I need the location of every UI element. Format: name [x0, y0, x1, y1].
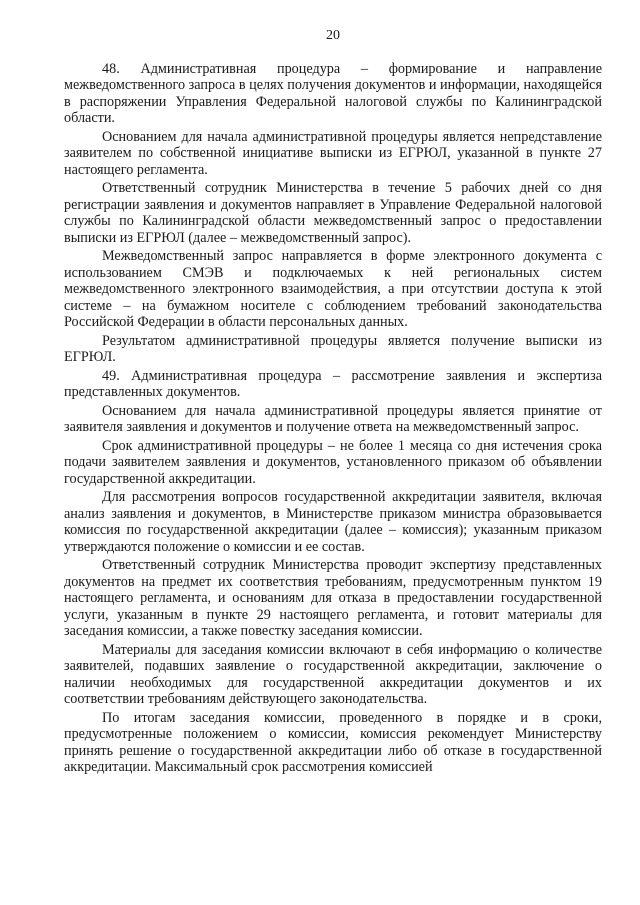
paragraph: Ответственный сотрудник Министерства в течение 5 рабочих дней со дня регистрации заявления и документов направляет в Управление Федеральной налоговой службы по Калининградской области межведомственный запрос о предоставлении выписки из ЕГРЮЛ (далее – межведомственный запрос).: [64, 180, 602, 246]
paragraph: Ответственный сотрудник Министерства проводит экспертизу представленных документов на предмет их соответствия требованиям, предусмотренным пунктом 19 настоящего регламента, и основаниям для отказа в предоставлении государственной услуги, указанным в пункте 29 настоящего регламента, и готовит материалы для заседания комиссии, а также повестку заседания комиссии.: [64, 557, 602, 639]
paragraph-48-title: 48. Административная процедура – формирование и направление межведомственного запроса в целях получения документов и информации, находящейся в распоряжении Управления Федеральной налоговой службы по Калининградской области.: [64, 60, 602, 126]
paragraph: Для рассмотрения вопросов государственной аккредитации заявителя, включая анализ заявления и документов, в Министерстве приказом министра образовывается комиссия по государственной аккредитации (далее – комиссия); указанным приказом утверждаются положение о комиссии и ее состав.: [64, 489, 602, 555]
paragraph: Материалы для заседания комиссии включают в себя информацию о количестве заявителей, подавших заявление о государственной аккредитации, заключение о наличии необходимых для государственной аккредитации документов и их соответствии требованиям действующего законодательства.: [64, 641, 602, 707]
paragraph: Межведомственный запрос направляется в форме электронного документа с использованием СМЭВ и подключаемых к ней региональных систем межведомственного электронного взаимодействия, а при отсутствии доступа к этой системе – на бумажном носителе с соблюдением требований законодательства Российской Федерации в области персональных данных.: [64, 248, 602, 330]
paragraph: Основанием для начала административной процедуры является непредставление заявителем по собственной инициативе выписки из ЕГРЮЛ, указанной в пункте 27 настоящего регламента.: [64, 128, 602, 178]
paragraph-49-title: 49. Административная процедура – рассмотрение заявления и экспертиза представленных документов.: [64, 367, 602, 400]
paragraph: Результатом административной процедуры является получение выписки из ЕГРЮЛ.: [64, 332, 602, 365]
paragraph: Срок административной процедуры – не более 1 месяца со дня истечения срока подачи заявителем заявления и документов, установленного приказом об объявлении государственной аккредитации.: [64, 437, 602, 487]
paragraph: По итогам заседания комиссии, проведенного в порядке и в сроки, предусмотренные положением о комиссии, комиссия рекомендует Министерству принять решение о государственной аккредитации либо об отказе в государственной аккредитации. Максимальный срок рассмотрения комиссией: [64, 709, 602, 775]
paragraph: Основанием для начала административной процедуры является принятие от заявителя заявления и документов и получение ответа на межведомственный запрос.: [64, 402, 602, 435]
page-number: 20: [326, 28, 340, 43]
